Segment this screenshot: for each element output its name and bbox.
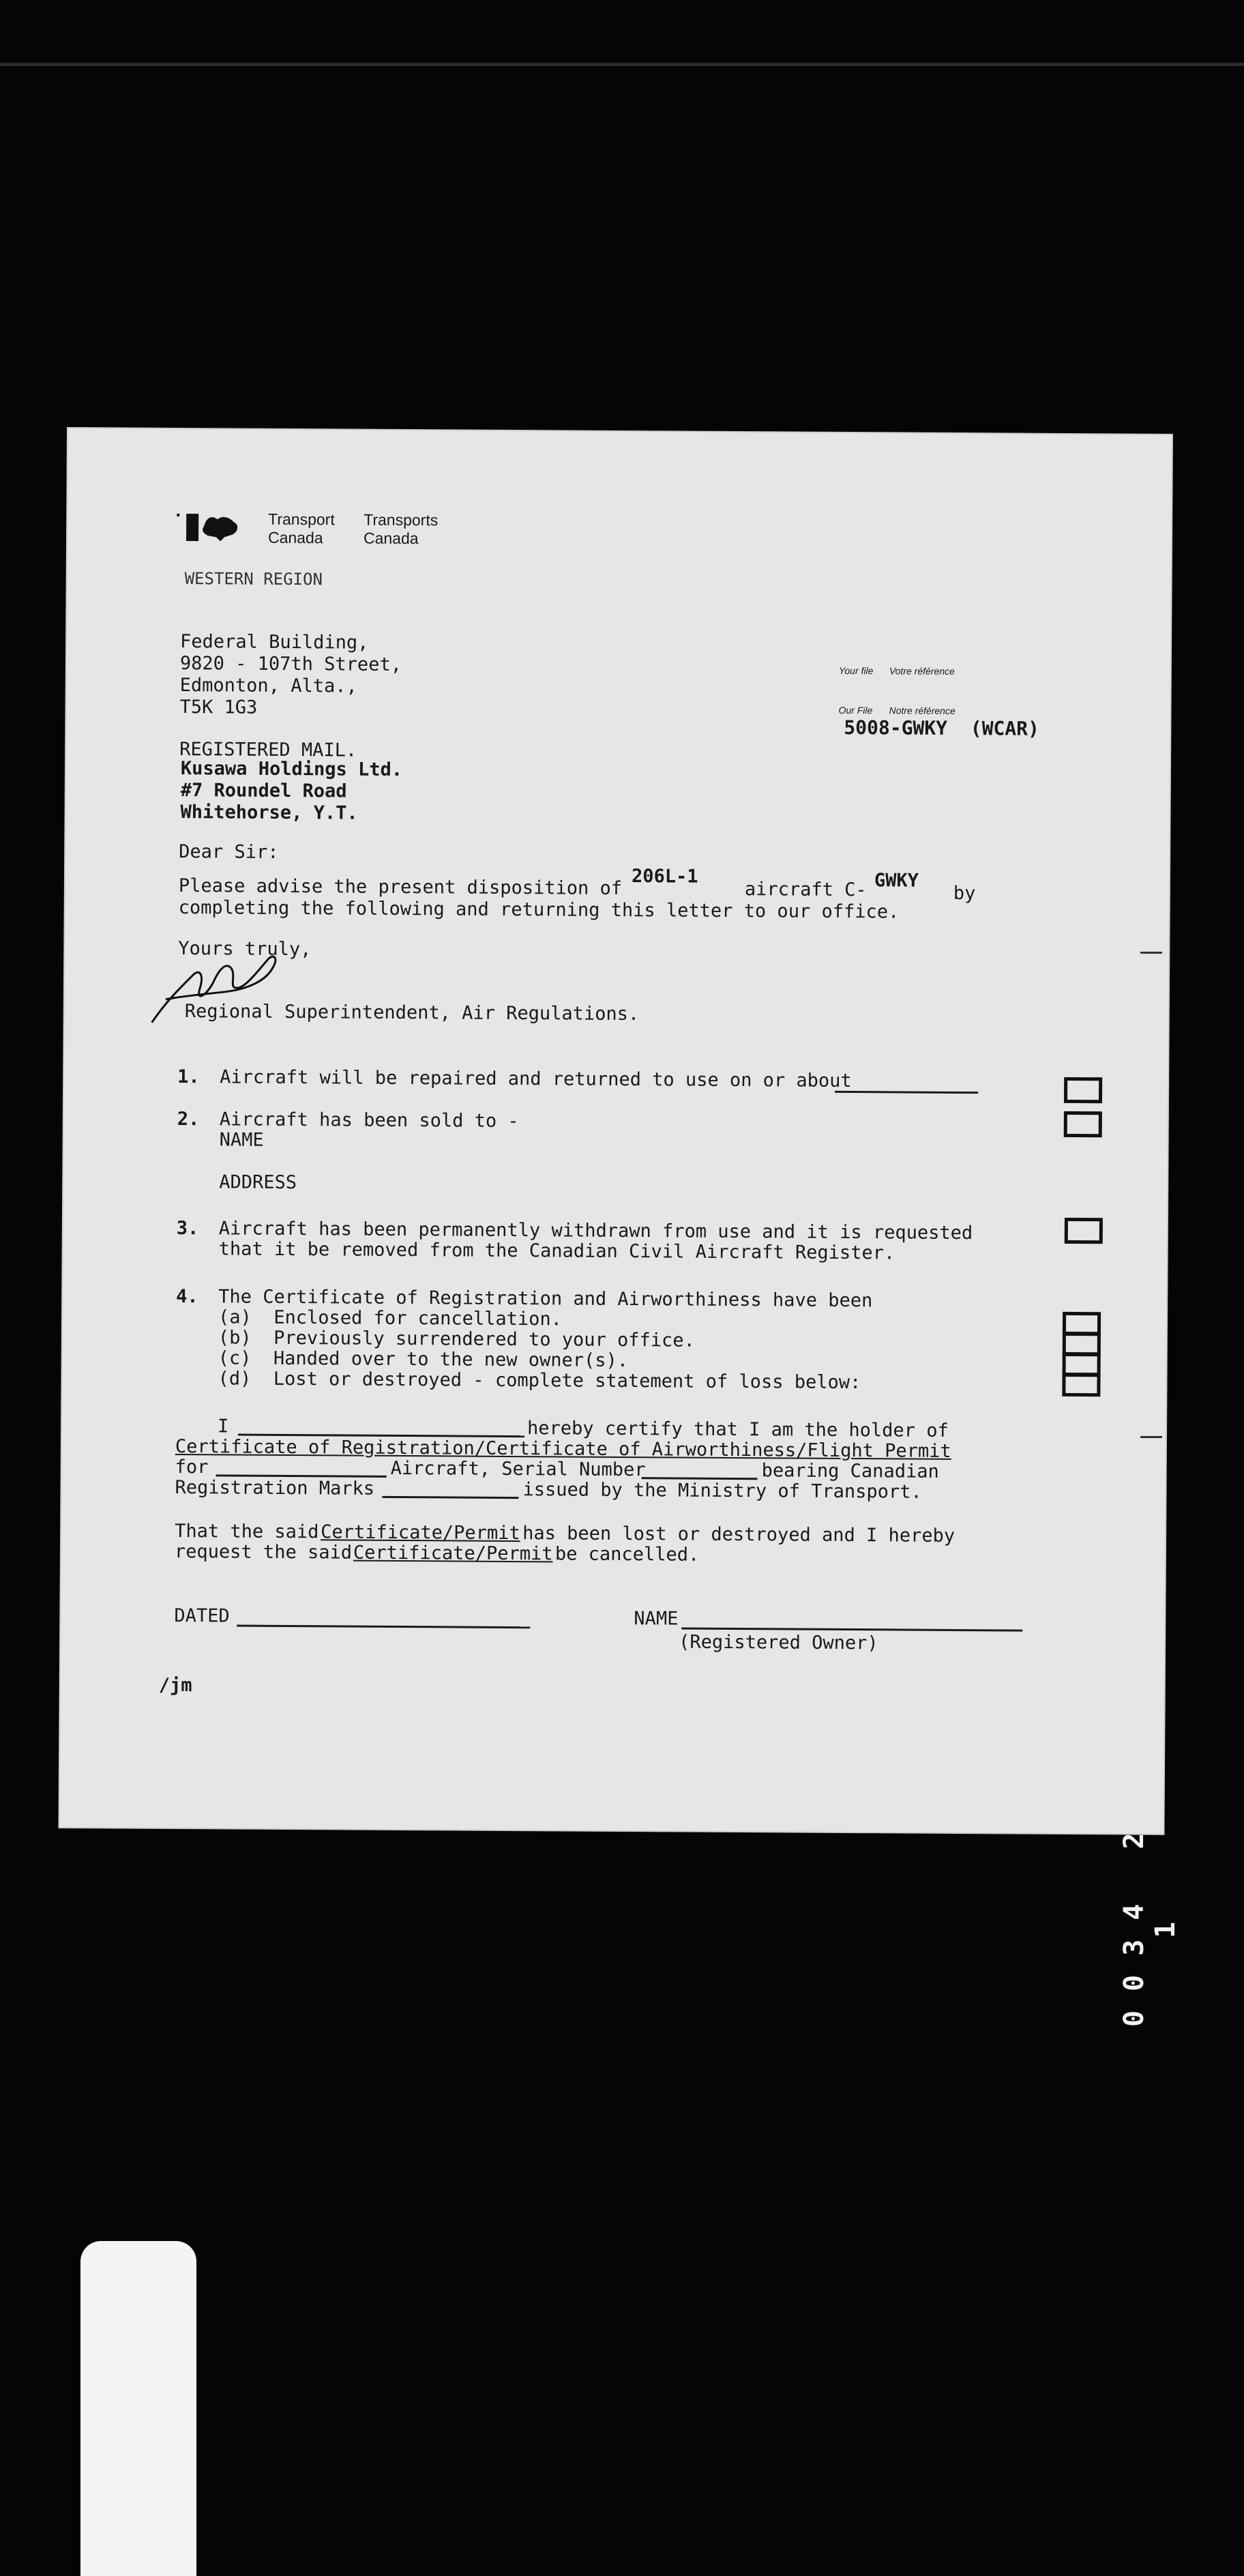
item-4c: (c) Handed over to the new owner(s). [218, 1347, 629, 1372]
typist-initials: /jm [158, 1674, 192, 1697]
item-1-date-field[interactable] [835, 1091, 978, 1094]
dated-label: DATED [174, 1605, 230, 1627]
item-4-text: The Certificate of Registration and Airworthiness have been [218, 1286, 873, 1312]
statement-for: for [175, 1456, 209, 1478]
aircraft-label: aircraft C- [744, 879, 867, 901]
item-3-number: 3. [176, 1217, 199, 1240]
item-2-name-label: NAME [219, 1129, 264, 1151]
mail-type: REGISTERED MAIL. [179, 739, 357, 761]
aircraft-registration: GWKY [874, 870, 919, 892]
statement-certify: hereby certify that I am the holder of [527, 1418, 949, 1441]
request-text-line2: completing the following and returning this letter to our office. [178, 897, 900, 923]
item-4d: (d) Lost or destroyed - complete statement of loss below: [218, 1368, 861, 1394]
film-edge-line [0, 63, 1244, 66]
item-4b: (b) Previously surrendered to your office. [218, 1327, 695, 1351]
item-3-checkbox[interactable] [1065, 1218, 1103, 1244]
margin-tick-lower [1140, 1436, 1162, 1438]
item-4d-checkbox[interactable] [1062, 1373, 1100, 1396]
canada-flag-logo [177, 511, 239, 547]
certificate-types: Certificate of Registration/Certificate of Airworthiness/Flight Permit [175, 1435, 951, 1462]
margin-tick-upper [1140, 952, 1162, 954]
lost-line2-end: be cancelled. [554, 1543, 700, 1566]
item-2-number: 2. [177, 1108, 200, 1130]
statement-bearing: bearing Canadian [761, 1460, 939, 1482]
lost-line1-cert: Certificate/Permit [321, 1521, 520, 1545]
film-light-leak [80, 2241, 196, 2576]
item-2-address-label: ADDRESS [219, 1171, 297, 1194]
registration-marks-field[interactable] [382, 1496, 518, 1499]
lost-line2-cert: Certificate/Permit [353, 1542, 553, 1565]
item-1-number: 1. [177, 1066, 200, 1088]
item-3-text-line2: that it be removed from the Canadian Civil Aircraft Register. [218, 1238, 895, 1264]
our-reference-label: Notre référence [889, 705, 956, 716]
recipient-street: #7 Roundel Road [180, 780, 347, 802]
your-reference-label: Votre référence [889, 665, 955, 677]
statement-i: I [217, 1416, 229, 1437]
lost-line2-start: request the said [174, 1540, 353, 1564]
statement-reg-marks: Registration Marks [175, 1476, 375, 1499]
recipient-city: Whitehorse, Y.T. [180, 802, 358, 824]
salutation: Dear Sir: [179, 841, 279, 863]
org-name-en: Transport Canada [267, 510, 335, 547]
request-by: by [953, 882, 976, 905]
our-file-number: 5008-GWKY (WCAR) [844, 716, 1040, 740]
aircraft-model: 206L-1 [631, 866, 698, 888]
item-3-text: Aircraft has been permanently withdrawn from use and it is requested [218, 1218, 973, 1244]
org-name-fr: Transports Canada [363, 510, 439, 548]
sender-address: Federal Building, 9820 - 107th Street, Edmonton, Alta., T5K 1G3 [179, 631, 402, 718]
item-4a: (a) Enclosed for cancellation. [218, 1306, 563, 1330]
request-text-start: Please advise the present disposition of [178, 875, 623, 899]
lost-line1-end: has been lost or destroyed and I hereby [522, 1523, 956, 1547]
item-2-checkbox[interactable] [1064, 1111, 1102, 1137]
lost-line1-start: That the said [175, 1520, 319, 1543]
dated-field[interactable] [237, 1625, 530, 1629]
item-1-text: Aircraft will be repaired and returned to use on or about [220, 1066, 852, 1092]
signatory-title: Regional Superintendent, Air Regulations. [184, 1001, 640, 1025]
our-file-label: Our File [838, 704, 873, 716]
region-name: WESTERN REGION [184, 569, 323, 589]
statement-aircraft-serial: Aircraft, Serial Number [390, 1457, 646, 1481]
your-file-label: Your file [838, 664, 874, 677]
film-frame-number: 0034 2 1 [1119, 1813, 1181, 2028]
letter-page [59, 428, 1171, 1834]
closing: Yours truly, [178, 938, 312, 961]
item-1-checkbox[interactable] [1064, 1077, 1102, 1103]
item-4-number: 4. [176, 1285, 198, 1308]
item-2-text: Aircraft has been sold to - [219, 1109, 519, 1132]
statement-issued: issued by the Ministry of Transport. [522, 1479, 922, 1503]
name-label: NAME [634, 1608, 679, 1630]
registered-owner-label: (Registered Owner) [679, 1631, 878, 1654]
recipient-name: Kusawa Holdings Ltd. [180, 758, 403, 781]
owner-name-field[interactable] [681, 1628, 1022, 1632]
